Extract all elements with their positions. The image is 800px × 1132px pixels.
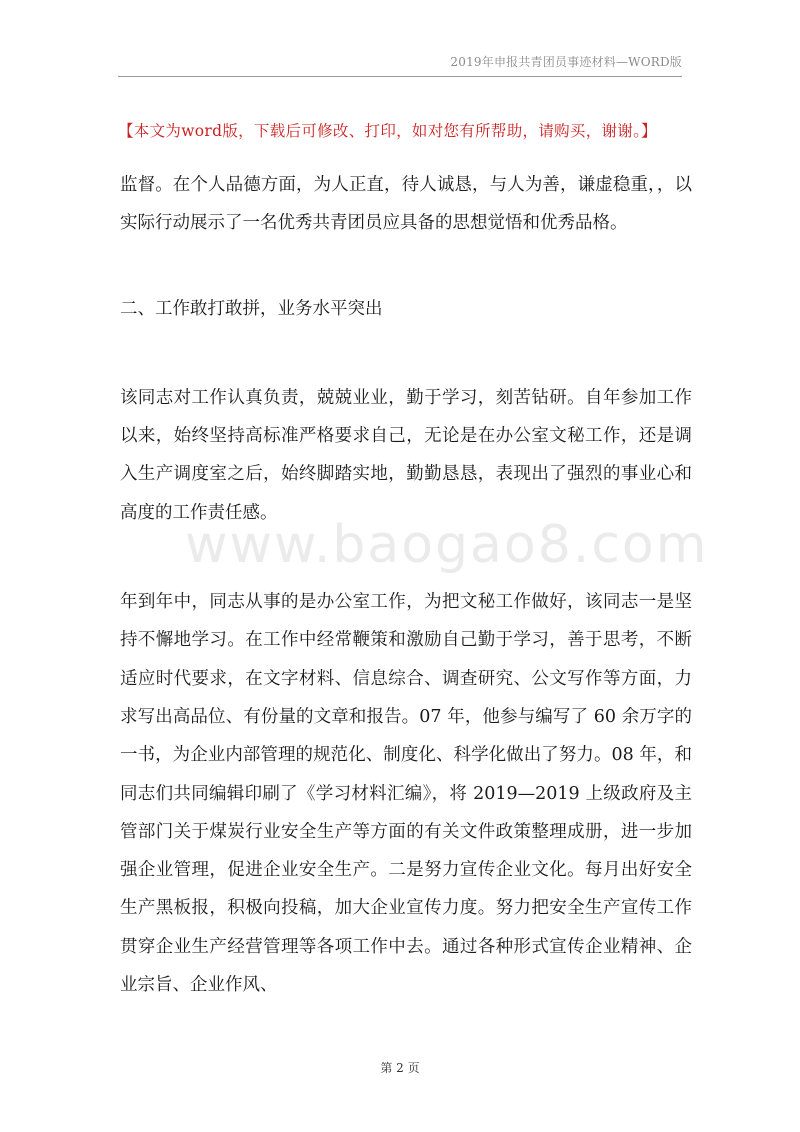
watermark: www.baogao8.com xyxy=(185,515,709,575)
document-header-title: 2019年申报共青团员事迹材料—WORD版 xyxy=(450,55,682,69)
section-heading: 二、工作敢打敢拼，业务水平突出 xyxy=(120,298,383,319)
document-body xyxy=(120,166,692,1004)
header-divider xyxy=(118,76,682,77)
paragraph-1: 监督。在个人品德方面，为人正直，待人诚恳，与人为善，谦虚稳重，，以实际行动展示了一名优秀共青团员应具备的思想觉悟和优秀品格。 xyxy=(120,175,692,234)
paragraph-3: 年到年中，同志从事的是办公室工作，为把文秘工作做好，该同志一是坚持不懈地学习。在工作中经常鞭策和激励自己勤于学习，善于思考，不断适应时代要求，在文字材料、信息综合、调查研究、公文写作等方面，力求写出高品位、有份量的文章和报告。07 年，他参与编写了 60 余万字的一书，为企业内部管理的规范化、制度化、科学化做出了努力。08 年，和同志们共同编辑印刷了《学习材料汇编》，将 2019—2019 上级政府及主管部门关于煤炭行业安全生产等方面的有关文件政策整理成册，进一步加强企业管理，促进企业安全生产。二是努力宣传企业文化。每月出好安全生产黑板报，积极向投稿，加大企业宣传力度。努力把安全生产宣传工作贯穿企业生产经营管理等各项工作中去。通过各种形式宣传企业精神、企业宗旨、企业作风、 xyxy=(120,592,692,996)
page-number: 第 2 页 xyxy=(380,1061,420,1075)
paragraph-2: 该同志对工作认真负责，兢兢业业，勤于学习，刻苦钻研。自年参加工作以来，始终坚持高标准严格要求自己，无论是在办公室文秘工作，还是调入生产调度室之后，始终脚踏实地，勤勤恳恳，表现出了强烈的事业心和高度的工作责任感。 xyxy=(120,387,692,523)
purchase-notice: 【本文为word版，下载后可修改、打印，如对您有所帮助，请购买，谢谢。】 xyxy=(118,122,657,140)
